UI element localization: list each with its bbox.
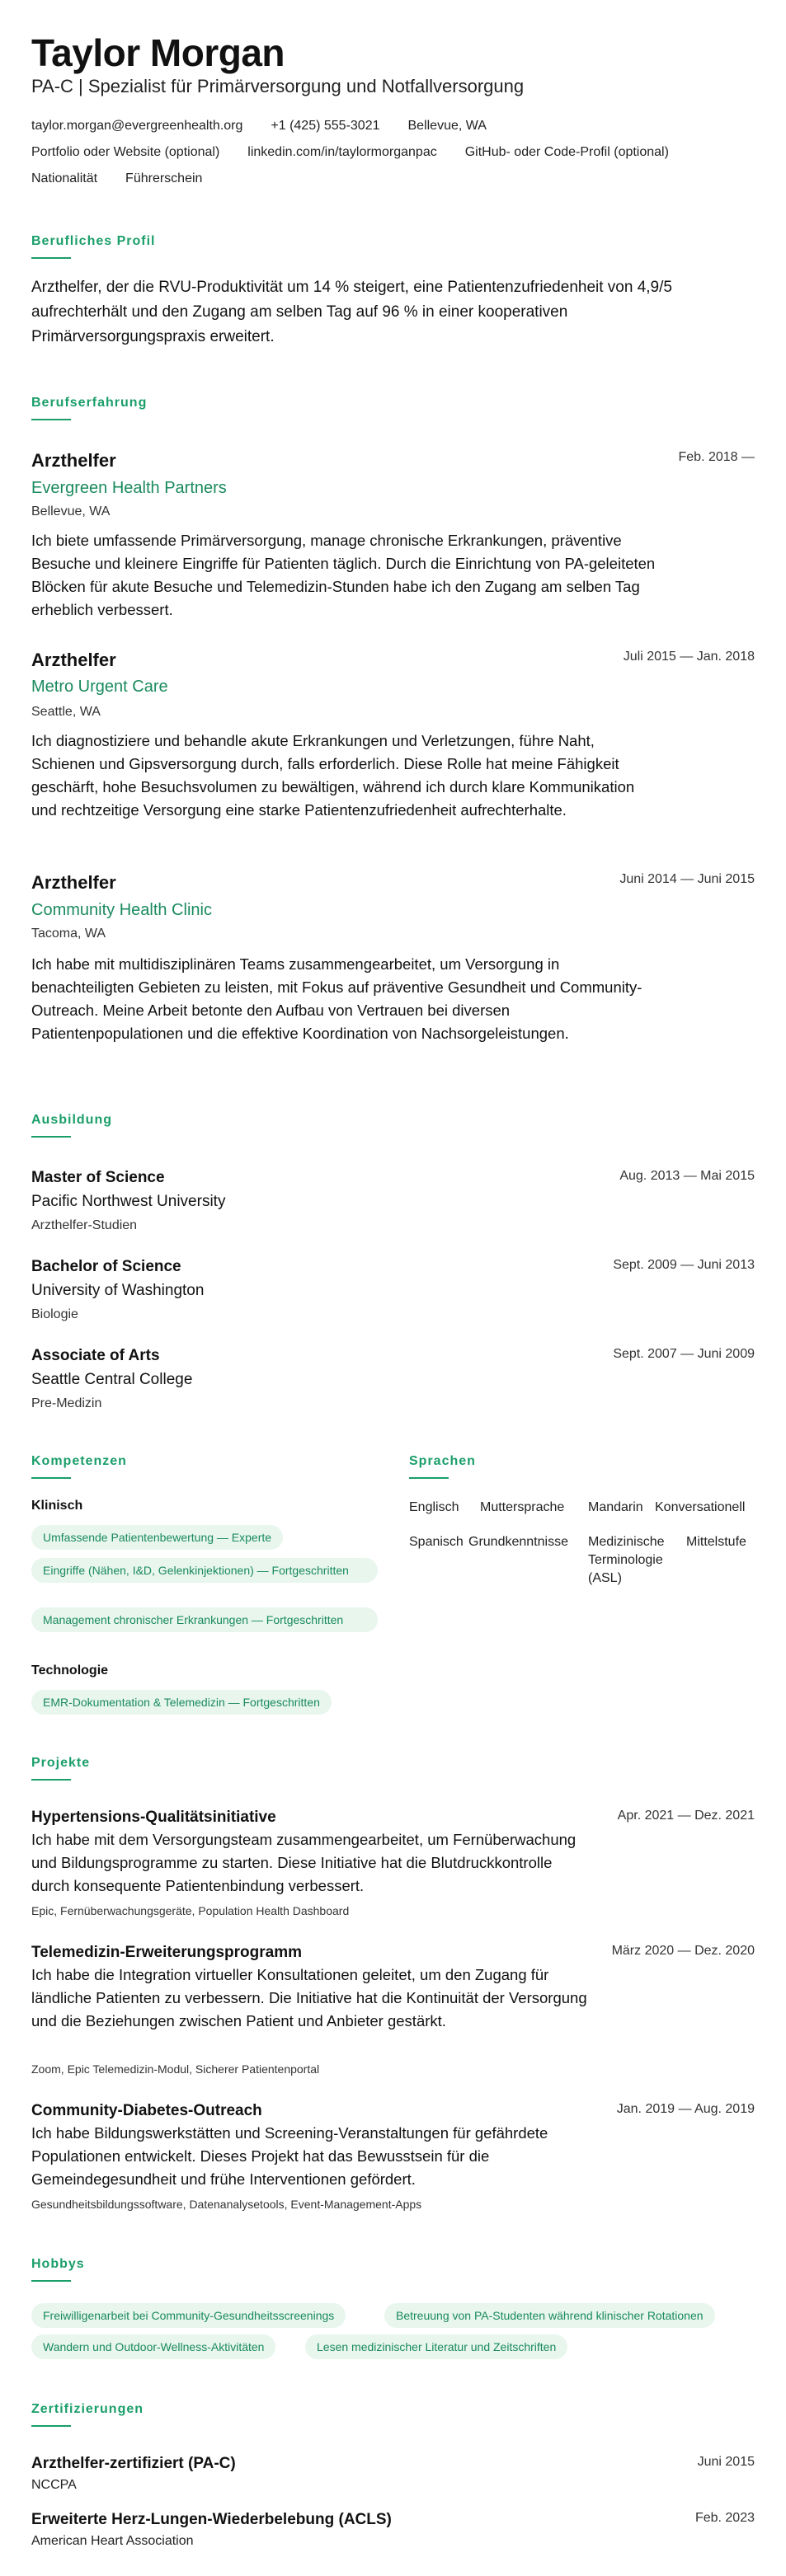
job-company: Metro Urgent Care	[31, 678, 168, 696]
degree: Bachelor of Science	[31, 1258, 181, 1275]
project-title: Community-Diabetes-Outreach	[31, 2102, 262, 2119]
certification-title: Arzthelfer-zertifiziert (PA-C)	[31, 2455, 236, 2472]
school: University of Washington	[31, 1282, 205, 1299]
profile-divider	[31, 257, 71, 259]
hobby-pill: Freiwilligenarbeit bei Community-Gesundheitsscreenings	[31, 2303, 346, 2328]
degree: Associate of Arts	[31, 1347, 160, 1364]
experience-divider	[31, 419, 71, 420]
school: Pacific Northwest University	[31, 1193, 226, 1210]
job-title: Arzthelfer	[31, 650, 116, 670]
job-description: Ich diagnostiziere und behandle akute Erkrankungen und Verletzungen, führe Naht, Schienen und Gipsversorgung durch, falls erforderlich. Diese Rolle hat meine Fähigkeit geschärft, hohe Besuchsvolumen zu bewältigen, während ich durch klare Kommunikation und rechtzeitige Versorgung eine starke Patientenzufriedenheit aufrechterhalte.	[31, 732, 635, 819]
language-name: Mandarin	[588, 1500, 643, 1514]
job-date: Feb. 2018 —	[678, 450, 755, 464]
project-tools: Zoom, Epic Telemedizin-Modul, Sicherer Patientenportal	[31, 2062, 320, 2076]
skill-pill: Management chronischer Erkrankungen — Fortgeschritten	[31, 1607, 378, 1632]
job-date: Juni 2014 — Juni 2015	[619, 872, 755, 886]
job-title: Arzthelfer	[31, 872, 116, 893]
education-date: Aug. 2013 — Mai 2015	[619, 1169, 755, 1183]
github-link[interactable]: GitHub- oder Code-Profil (optional)	[464, 145, 669, 159]
profile-section-title: Berufliches Profil	[31, 234, 156, 248]
languages-divider	[409, 1477, 449, 1479]
job-location: Bellevue, WA	[31, 504, 111, 518]
project-description: Ich habe mit dem Versorgungsteam zusammengearbeitet, um Fernüberwachung und Bildungsprogramme zu starten. Diese Initiative hat die Blutdruckkontrolle durch konsequente Patientenbindung verbessert.	[31, 1831, 577, 1894]
job-description: Ich biete umfassende Primärversorgung, manage chronische Erkrankungen, präventive Besuche und kleinere Eingriffe für Patienten täglich. Durch die Einrichtung von PA-geleiteten Blöcken für akute Besuche und Telemedizin-Stunden habe ich den Zugang am selben Tag erheblich verbessert.	[31, 532, 656, 618]
candidate-name: Taylor Morgan	[31, 31, 285, 74]
job-date: Juli 2015 — Jan. 2018	[623, 650, 755, 664]
certifications-section-title: Zertifizierungen	[31, 2402, 144, 2416]
field-of-study: Pre-Medizin	[31, 1396, 102, 1410]
project-date: Jan. 2019 — Aug. 2019	[616, 2102, 755, 2116]
contact-row-1	[31, 119, 487, 134]
portfolio-link[interactable]: Portfolio oder Website (optional)	[31, 145, 220, 159]
language-level: Konversationell	[655, 1500, 746, 1514]
candidate-subtitle: PA-C | Spezialist für Primärversorgung und Notfallversorgung	[31, 76, 525, 96]
profile-text: Arzthelfer, der die RVU-Produktivität um 14 % steigert, eine Patientenzufriedenheit von 4,9/5 aufrechterhält und den Zugang am selben Tag auf 96 % in einer kooperativen Primärversorgungspraxis erweitert.	[31, 279, 672, 345]
skill-category: Technologie	[31, 1663, 109, 1677]
certification-title: Erweiterte Herz-Lungen-Wiederbelebung (ACLS)	[31, 2511, 392, 2528]
project-description: Ich habe die Integration virtueller Konsultationen geleitet, um den Zugang für ländliche Patienten zu verbessern. Die Initiative hat die Kontinuität der Versorgung und die Beziehungen zwischen Patient und Anbieter gestärkt.	[31, 1966, 587, 2029]
hobby-pill: Betreuung von PA-Studenten während klinischer Rotationen	[384, 2303, 715, 2328]
language-level: Mittelstufe	[686, 1535, 746, 1549]
project-tools: Epic, Fernüberwachungsgeräte, Population Health Dashboard	[31, 1904, 350, 1917]
education-section-title: Ausbildung	[31, 1113, 112, 1127]
project-description: Ich habe Bildungswerkstätten und Screening-Veranstaltungen für gefährdete Populationen entwickelt. Dieses Projekt hat das Bewusstsein für die Gemeindegesundheit und frühe Interventionen gefördert.	[31, 2124, 548, 2188]
projects-section-title: Projekte	[31, 1756, 91, 1770]
linkedin-link[interactable]: linkedin.com/in/taylormorganpac	[247, 145, 437, 159]
language-level: Grundkenntnisse	[468, 1535, 568, 1549]
contact-row-2	[31, 145, 669, 160]
job-company: Community Health Clinic	[31, 901, 212, 919]
language-name: Spanisch	[409, 1535, 464, 1549]
education-divider	[31, 1136, 71, 1138]
education-date: Sept. 2009 — Juni 2013	[613, 1258, 755, 1272]
hobbies-section-title: Hobbys	[31, 2257, 85, 2271]
hobby-pill: Wandern und Outdoor-Wellness-Aktivitäten	[31, 2334, 275, 2359]
location-text: Bellevue, WA	[407, 119, 487, 133]
hobbies-divider	[31, 2280, 71, 2282]
job-location: Tacoma, WA	[31, 927, 106, 941]
license-text: Führerschein	[125, 171, 203, 185]
certifications-divider	[31, 2425, 71, 2427]
certification-org: American Heart Association	[31, 2534, 194, 2548]
contact-row-3	[31, 171, 202, 186]
language-name: Englisch	[409, 1500, 459, 1514]
education-date: Sept. 2007 — Juni 2009	[613, 1347, 755, 1361]
certification-date: Feb. 2023	[694, 2511, 755, 2525]
job-company: Evergreen Health Partners	[31, 479, 227, 497]
project-title: Hypertensions-Qualitätsinitiative	[31, 1809, 276, 1826]
project-tools: Gesundheitsbildungssoftware, Datenanalysetools, Event-Management-Apps	[31, 2198, 422, 2211]
skills-divider	[31, 1477, 71, 1479]
job-location: Seattle, WA	[31, 705, 101, 719]
certification-date: Juni 2015	[697, 2455, 755, 2469]
skill-category: Klinisch	[31, 1499, 83, 1513]
language-name: Medizinische Terminologie (ASL)	[588, 1535, 665, 1585]
project-date: Apr. 2021 — Dez. 2021	[617, 1809, 755, 1823]
experience-section-title: Berufserfahrung	[31, 396, 148, 410]
field-of-study: Biologie	[31, 1307, 78, 1321]
field-of-study: Arzthelfer-Studien	[31, 1218, 138, 1232]
nationality-text: Nationalität	[31, 171, 98, 185]
email-link[interactable]: taylor.morgan@evergreenhealth.org	[31, 119, 243, 133]
project-date: März 2020 — Dez. 2020	[611, 1944, 755, 1958]
certification-org: NCCPA	[31, 2478, 77, 2492]
phone-link[interactable]: +1 (425) 555-3021	[271, 119, 380, 133]
skill-pill: EMR-Dokumentation & Telemedizin — Fortgeschritten	[31, 1690, 332, 1715]
skills-section-title: Kompetenzen	[31, 1454, 127, 1468]
project-title: Telemedizin-Erweiterungsprogramm	[31, 1944, 302, 1961]
job-title: Arzthelfer	[31, 450, 116, 471]
skill-pill: Umfassende Patientenbewertung — Experte	[31, 1525, 283, 1550]
job-description: Ich habe mit multidisziplinären Teams zusammengearbeitet, um Versorgung in benachteiligten Gebieten zu leisten, mit Fokus auf präventive Gesundheit und Community-Outreach. Meine Arbeit betonte den Aufbau von Vertrauen bei diversen Patientenpopulationen und die effektive Koordination von Nachsorgeleistungen.	[31, 955, 642, 1042]
languages-section-title: Sprachen	[409, 1454, 476, 1468]
projects-divider	[31, 1779, 71, 1781]
language-level: Muttersprache	[480, 1500, 565, 1514]
school: Seattle Central College	[31, 1371, 193, 1388]
degree: Master of Science	[31, 1169, 165, 1186]
hobby-pill: Lesen medizinischer Literatur und Zeitschriften	[305, 2334, 567, 2359]
skill-pill: Eingriffe (Nähen, I&D, Gelenkinjektionen) — Fortgeschritten	[31, 1558, 378, 1583]
